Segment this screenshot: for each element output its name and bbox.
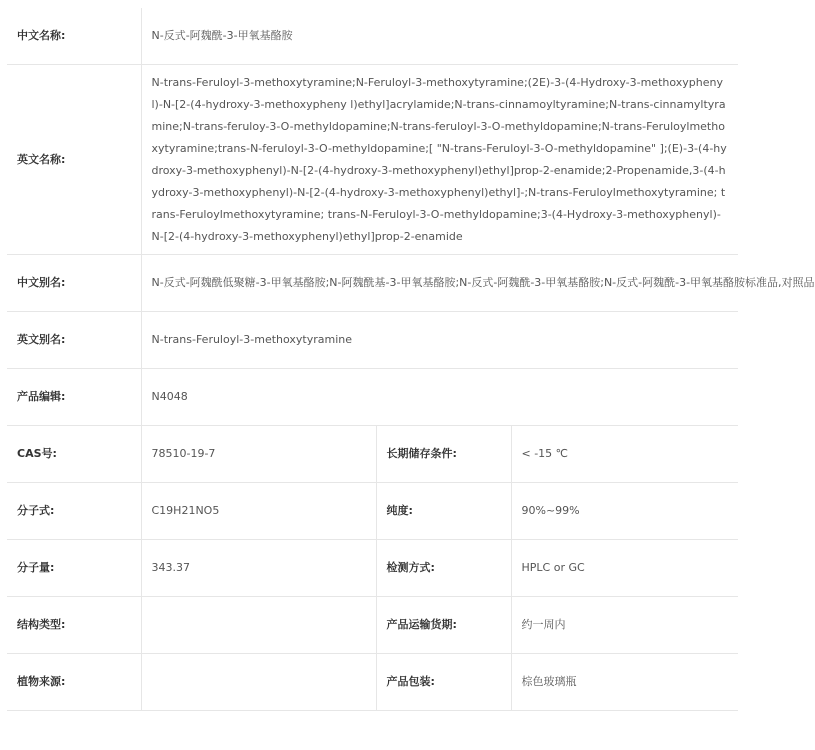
packaging-label: 产品包装: <box>376 654 511 711</box>
chinese-name-label: 中文名称: <box>7 8 141 65</box>
structure-type-value <box>141 597 376 654</box>
cas-label: CAS号: <box>7 426 141 483</box>
storage-label: 长期储存条件: <box>376 426 511 483</box>
row-cas <box>7 426 738 483</box>
plant-source-value <box>141 654 376 711</box>
mol-weight-value: 343.37 <box>141 540 376 597</box>
detection-label: 检测方式: <box>376 540 511 597</box>
chinese-alias-value: N-反式-阿魏酰低聚糖-3-甲氧基酪胺;N-阿魏酰基-3-甲氧基酪胺;N-反式-阿魏酰-3-甲氧基酪胺;N-反式-阿魏酰-3-甲氧基酪胺标准品,对照品 <box>141 255 738 312</box>
english-alias-label: 英文别名: <box>7 312 141 369</box>
row-mol-weight <box>7 540 738 597</box>
storage-value: < -15 ℃ <box>511 426 738 483</box>
structure-type-label: 结构类型: <box>7 597 141 654</box>
shipping-label: 产品运输货期: <box>376 597 511 654</box>
shipping-value: 约一周内 <box>511 597 738 654</box>
row-formula <box>7 483 738 540</box>
product-code-label: 产品编辑: <box>7 369 141 426</box>
row-english-name <box>7 65 738 255</box>
cas-value: 78510-19-7 <box>141 426 376 483</box>
detection-value: HPLC or GC <box>511 540 738 597</box>
plant-source-label: 植物来源: <box>7 654 141 711</box>
formula-label: 分子式: <box>7 483 141 540</box>
mol-weight-label: 分子量: <box>7 540 141 597</box>
english-name-label: 英文名称: <box>7 65 141 255</box>
chinese-alias-label: 中文别名: <box>7 255 141 312</box>
product-code-value: N4048 <box>141 369 738 426</box>
formula-value: C19H21NO5 <box>141 483 376 540</box>
row-product-code <box>7 369 738 426</box>
packaging-value: 棕色玻璃瓶 <box>511 654 738 711</box>
purity-label: 纯度: <box>376 483 511 540</box>
chinese-name-value: N-反式-阿魏酰-3-甲氧基酪胺 <box>141 8 738 65</box>
english-alias-value: N-trans-Feruloyl-3-methoxytyramine <box>141 312 738 369</box>
row-structure-type <box>7 597 738 654</box>
english-name-value: N-trans-Feruloyl-3-methoxytyramine;N-Feruloyl-3-methoxytyramine;(2E)-3-(4-Hydroxy-3-methoxyphenyl)-N-[2-(4-hydroxy-3-methoxypheny l)ethyl]acrylamide;N-trans-cinnamoyltyramine;N-trans-cinnamyltyramine;N-trans-feruloy-3-O-methyldopamine;N-trans-feruloyl-3-O-methyldopamine;N-trans-Feruloylmethoxytyramine;trans-N-feruloyl-3-O-methyldopamine;[ "N-trans-Feruloyl-3-O-methyldopamine" ];(E)-3-(4-hydroxy-3-methoxyphenyl)-N-[2-(4-hydroxy-3-methoxyphenyl)ethyl]prop-2-enamide;2-Propenamide,3-(4-hydroxy-3-methoxyphenyl)-N-[2-(4-hydroxy-3-methoxyphenyl)ethyl]-;N-trans-Feruloylmethoxytyramine; trans-Feruloylmethoxytyramine; trans-N-Feruloyl-3-O-methyldopamine;3-(4-Hydroxy-3-methoxyphenyl)-N-[2-(4-hydroxy-3-methoxyphenyl)ethyl]prop-2-enamide <box>141 65 738 255</box>
purity-value: 90%~99% <box>511 483 738 540</box>
product-spec-table <box>7 8 815 711</box>
row-plant-source <box>7 654 738 711</box>
row-chinese-name <box>7 8 738 65</box>
row-english-alias <box>7 312 738 369</box>
row-chinese-alias <box>7 255 738 312</box>
